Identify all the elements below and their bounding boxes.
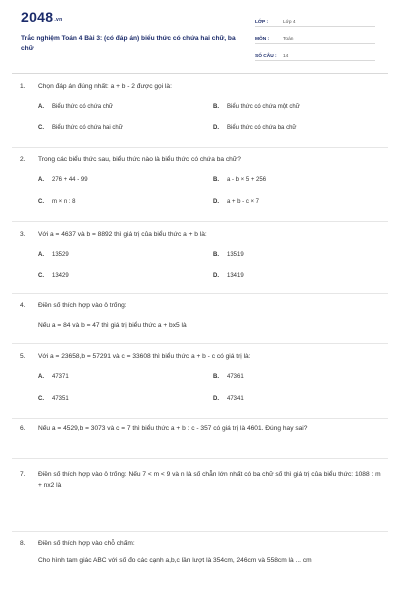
question-divider bbox=[12, 293, 388, 294]
option-text: 13519 bbox=[227, 252, 244, 258]
question-8 bbox=[20, 538, 385, 566]
question-divider bbox=[12, 418, 388, 419]
question-number: 5. bbox=[20, 353, 26, 360]
option-letter: B. bbox=[213, 374, 219, 380]
question-5 bbox=[20, 351, 385, 402]
question-number: 1. bbox=[20, 83, 26, 90]
question-text: Trong các biểu thức sau, biểu thức nào là biểu thức có chứa ba chữ? bbox=[38, 156, 241, 163]
brand-name: 2048 bbox=[21, 9, 54, 25]
meta-row-count bbox=[255, 51, 375, 61]
question-text: Điền số thích hợp vào chỗ chấm: bbox=[38, 540, 135, 547]
option-text: 47351 bbox=[52, 396, 69, 402]
option-d[interactable] bbox=[213, 394, 244, 404]
option-d[interactable] bbox=[213, 197, 259, 207]
option-b[interactable] bbox=[213, 102, 300, 112]
option-a[interactable] bbox=[38, 372, 69, 382]
option-text: a + b - c × 7 bbox=[227, 199, 260, 205]
question-divider bbox=[12, 343, 388, 344]
meta-row-subject bbox=[255, 34, 375, 44]
option-b[interactable] bbox=[213, 250, 244, 260]
page-title: Trắc nghiệm Toán 4 Bài 3: (có đáp án) biểu thức có chứa hai chữ, ba chữ bbox=[21, 35, 236, 52]
option-d[interactable] bbox=[213, 271, 244, 281]
option-text: 13429 bbox=[52, 273, 69, 279]
document-meta bbox=[255, 17, 375, 68]
option-text: a - b × 5 + 256 bbox=[227, 177, 267, 183]
question-divider bbox=[12, 531, 388, 532]
answer-options bbox=[38, 372, 385, 402]
question-text: Với a = 23658,b = 57291 và c = 33608 thì biểu thức a + b - c có giá trị là: bbox=[38, 353, 251, 360]
option-letter: C. bbox=[38, 273, 44, 279]
option-text: 13529 bbox=[52, 252, 69, 258]
answer-options bbox=[38, 175, 385, 205]
question-number: 6. bbox=[20, 425, 26, 432]
option-text: 47341 bbox=[227, 396, 244, 402]
option-a[interactable] bbox=[38, 250, 69, 260]
question-number: 8. bbox=[20, 540, 26, 547]
option-letter: B. bbox=[213, 104, 219, 110]
option-a[interactable] bbox=[38, 102, 113, 112]
question-body: Cho hình tam giác ABC với số đo các cạnh a,b,c lần lượt là 354cm, 246cm và 558cm là ... cm bbox=[38, 557, 312, 564]
question-body: Nếu a = 84 và b = 47 thì giá trị biểu thức a + bx5 là bbox=[38, 322, 187, 329]
option-c[interactable] bbox=[38, 197, 76, 207]
meta-row-class bbox=[255, 17, 375, 27]
meta-label: LỚP : bbox=[255, 20, 269, 25]
option-letter: B. bbox=[213, 252, 219, 258]
header-divider bbox=[12, 73, 388, 74]
option-letter: C. bbox=[38, 199, 44, 205]
option-text: Biểu thức có chứa chữ bbox=[52, 104, 114, 110]
option-c[interactable] bbox=[38, 394, 69, 404]
option-text: Biểu thức có chứa hai chữ bbox=[52, 125, 123, 131]
option-a[interactable] bbox=[38, 175, 88, 185]
brand-suffix: .vn bbox=[54, 17, 63, 23]
question-number: 7. bbox=[20, 471, 26, 478]
question-text: Điền số thích hợp vào ô trống: Nếu 7 < m < 9 và n là số chẵn lớn nhất có ba chữ số thì giá trị của biểu thức: 1088 : m + nx2 là bbox=[38, 471, 381, 489]
option-letter: A. bbox=[38, 252, 44, 258]
option-d[interactable] bbox=[213, 123, 296, 133]
option-text: 276 + 44 - 99 bbox=[52, 177, 88, 183]
question-1 bbox=[20, 81, 385, 131]
brand-logo[interactable] bbox=[21, 9, 62, 25]
meta-label: SỐ CÂU : bbox=[255, 54, 277, 59]
option-letter: A. bbox=[38, 177, 44, 183]
question-number: 4. bbox=[20, 302, 26, 309]
option-letter: D. bbox=[213, 396, 219, 402]
question-divider bbox=[12, 147, 388, 148]
meta-value: Toán bbox=[283, 37, 294, 42]
meta-value: 14 bbox=[283, 54, 289, 59]
option-text: Biểu thức có chứa một chữ bbox=[227, 104, 300, 110]
question-text: Chọn đáp án đúng nhất: a + b - 2 được gọi là: bbox=[38, 83, 172, 90]
option-letter: A. bbox=[38, 374, 44, 380]
option-letter: D. bbox=[213, 199, 219, 205]
question-text: Nếu a = 4529,b = 3073 và c = 7 thì biểu thức a + b : c - 357 có giá trị là 4601. Đúng hay sai? bbox=[38, 425, 308, 432]
question-number: 3. bbox=[20, 231, 26, 238]
question-7 bbox=[20, 469, 385, 491]
question-divider bbox=[12, 221, 388, 222]
option-letter: A. bbox=[38, 104, 44, 110]
question-divider bbox=[12, 458, 388, 459]
option-b[interactable] bbox=[213, 372, 244, 382]
answer-options bbox=[38, 102, 385, 131]
question-4 bbox=[20, 300, 385, 331]
option-c[interactable] bbox=[38, 123, 123, 133]
option-text: 47361 bbox=[227, 374, 244, 380]
question-6 bbox=[20, 423, 385, 434]
option-c[interactable] bbox=[38, 271, 69, 281]
option-text: Biểu thức có chứa ba chữ bbox=[227, 125, 297, 131]
option-letter: C. bbox=[38, 125, 44, 131]
answer-options bbox=[38, 250, 385, 279]
question-text: Với a = 4637 và b = 8892 thì giá trị của biểu thức a + b là: bbox=[38, 231, 207, 238]
option-text: 13419 bbox=[227, 273, 244, 279]
option-text: m × n : 8 bbox=[52, 199, 76, 205]
option-letter: C. bbox=[38, 396, 44, 402]
question-text: Điền số thích hợp vào ô trống: bbox=[38, 302, 127, 309]
question-number: 2. bbox=[20, 156, 26, 163]
option-letter: D. bbox=[213, 125, 219, 131]
option-letter: D. bbox=[213, 273, 219, 279]
option-text: 47371 bbox=[52, 374, 69, 380]
option-letter: B. bbox=[213, 177, 219, 183]
option-b[interactable] bbox=[213, 175, 266, 185]
meta-value: Lớp 4 bbox=[283, 20, 296, 25]
question-3 bbox=[20, 229, 385, 279]
question-2 bbox=[20, 154, 385, 205]
meta-label: MÔN : bbox=[255, 37, 270, 42]
